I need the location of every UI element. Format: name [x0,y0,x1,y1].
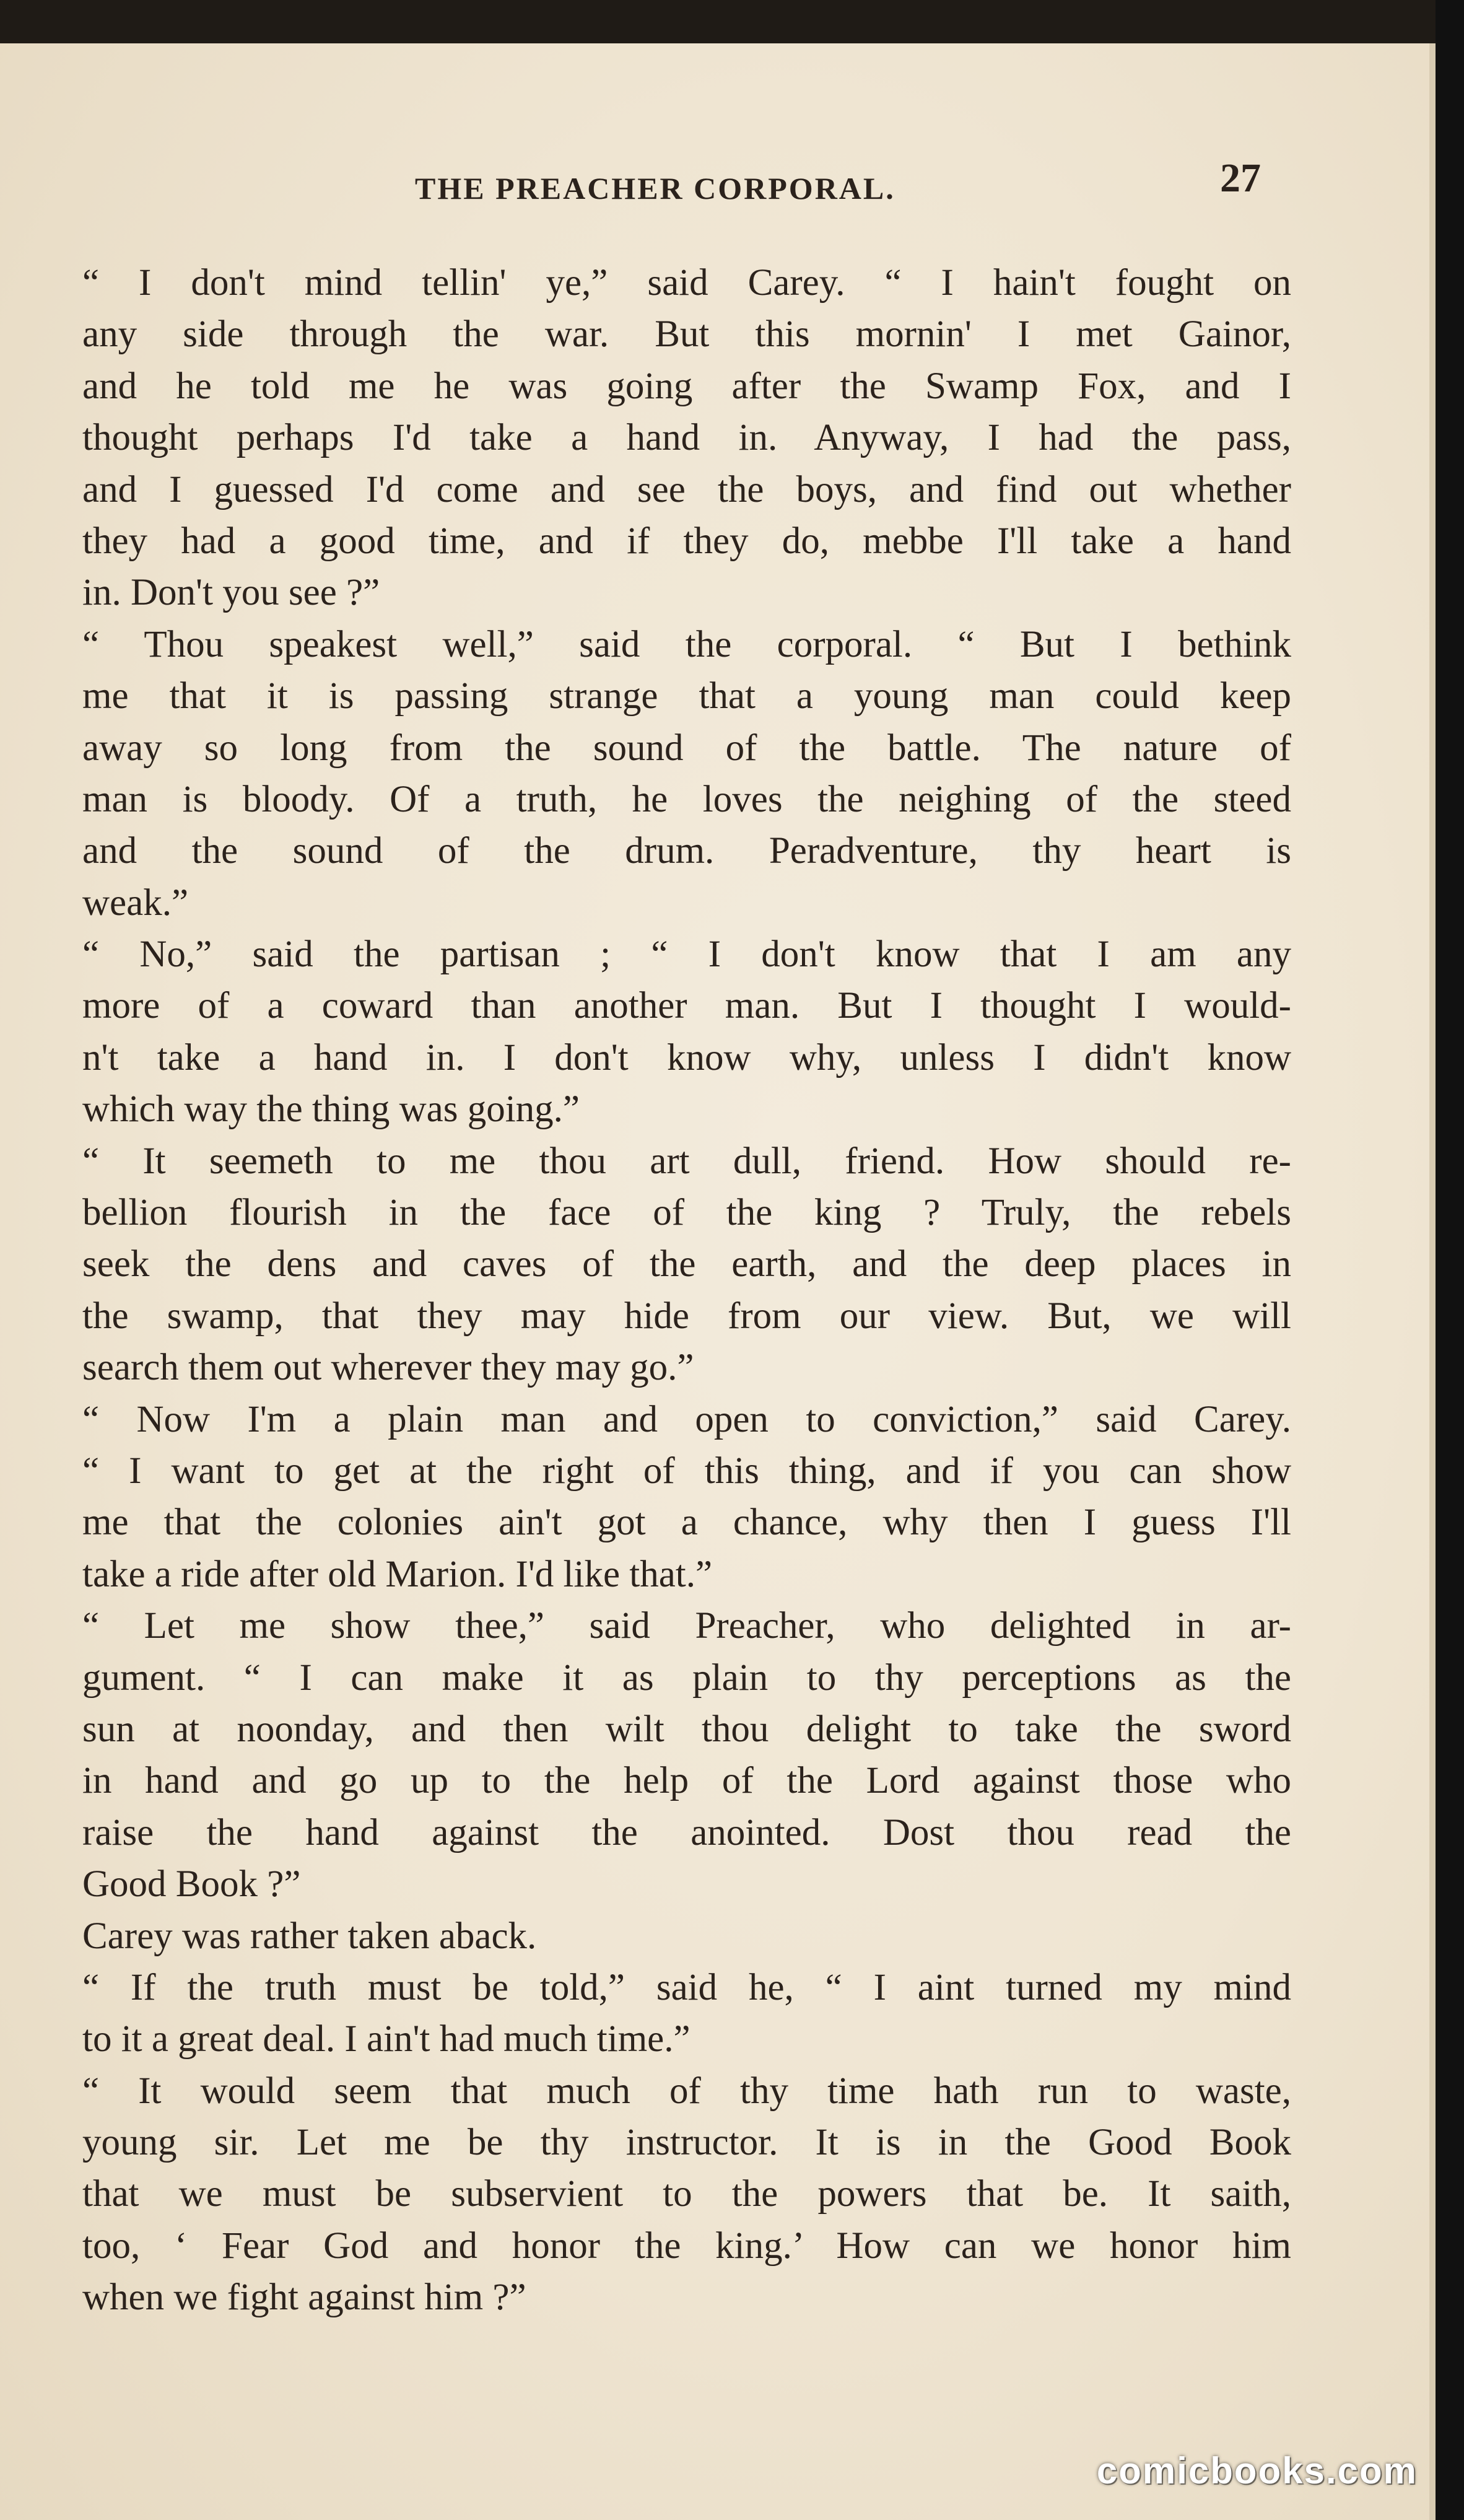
text-line: “ No,” said the partisan ; “ I don't know that I am any [82,934,1291,976]
text-line: take a ride after old Marion. I'd like that.” [82,1553,713,1595]
text-line: away so long from the sound of the battle. The nature of [82,727,1291,769]
text-line: which way the thing was going.” [82,1088,580,1131]
page-edge-shadow [1436,0,1464,2520]
text-line: raise the hand against the anointed. Dost thou read the [82,1811,1291,1853]
text-line: they had a good time, and if they do, mebbe I'll take a hand [82,520,1291,562]
text-line: the swamp, that they may hide from our view. But, we will [82,1295,1291,1337]
text-line: search them out wherever they may go.” [82,1347,694,1389]
text-line: more of a coward than another man. But I thought I would- [82,985,1291,1027]
text-line: too, ‘ Fear God and honor the king.’ How can we honor him [82,2225,1291,2267]
text-line: me that the colonies ain't got a chance, why then I guess I'll [82,1502,1291,1544]
text-line: “ I don't mind tellin' ye,” said Carey. “ I hain't fought on [82,262,1291,304]
running-title: THE PREACHER CORPORAL. [415,171,895,206]
page-number: 27 [1220,155,1261,201]
text-line: when we fight against him ?” [82,2277,526,2319]
text-line: in. Don't you see ?” [82,572,380,614]
text-line: Carey was rather taken aback. [82,1915,537,1957]
text-line: in hand and go up to the help of the Lord against those who [82,1760,1291,1802]
text-line: and the sound of the drum. Peradventure, thy heart is [82,830,1291,872]
text-line: and I guessed I'd come and see the boys, and find out whether [82,468,1291,510]
text-line: sun at noonday, and then wilt thou delight to take the sword [82,1708,1291,1750]
text-line: me that it is passing strange that a young man could keep [82,675,1291,717]
text-line: gument. “ I can make it as plain to thy perceptions as the [82,1656,1291,1699]
text-line: and he told me he was going after the Swamp Fox, and I [82,365,1291,407]
text-line: to it a great deal. I ain't had much time.” [82,2018,691,2060]
text-line: n't take a hand in. I don't know why, unless I didn't know [82,1036,1291,1078]
page-header [81,121,1319,206]
text-line: “ Now I'm a plain man and open to conviction,” said Carey. [82,1398,1291,1440]
text-line: “ If the truth must be told,” said he, “ I aint turned my mind [82,1966,1291,2008]
text-line: weak.” [82,882,189,924]
text-line: thought perhaps I'd take a hand in. Anyway, I had the pass, [82,417,1291,459]
text-line: “ Thou speakest well,” said the corporal. “ But I bethink [82,623,1291,665]
text-line: Good Book ?” [82,1863,301,1905]
site-watermark: comicbooks.com [1096,2450,1418,2492]
text-line: that we must be subservient to the powers that be. It saith, [82,2173,1291,2215]
text-line: bellion flourish in the face of the king ? Truly, the rebels [82,1192,1291,1234]
text-line: seek the dens and caves of the earth, and the deep places in [82,1243,1291,1285]
text-line: “ I want to get at the right of this thing, and if you can show [82,1450,1291,1492]
text-line: “ It would seem that much of thy time hath run to waste, [82,2070,1291,2112]
text-line: “ Let me show thee,” said Preacher, who delighted in ar- [82,1605,1291,1647]
text-line: man is bloody. Of a truth, he loves the neighing of the steed [82,778,1291,820]
text-line: any side through the war. But this mornin' I met Gainor, [82,313,1291,356]
text-line: young sir. Let me be thy instructor. It is in the Good Book [82,2122,1291,2164]
text-line: “ It seemeth to me thou art dull, friend. How should re- [82,1140,1291,1182]
body-text [82,257,1291,2324]
